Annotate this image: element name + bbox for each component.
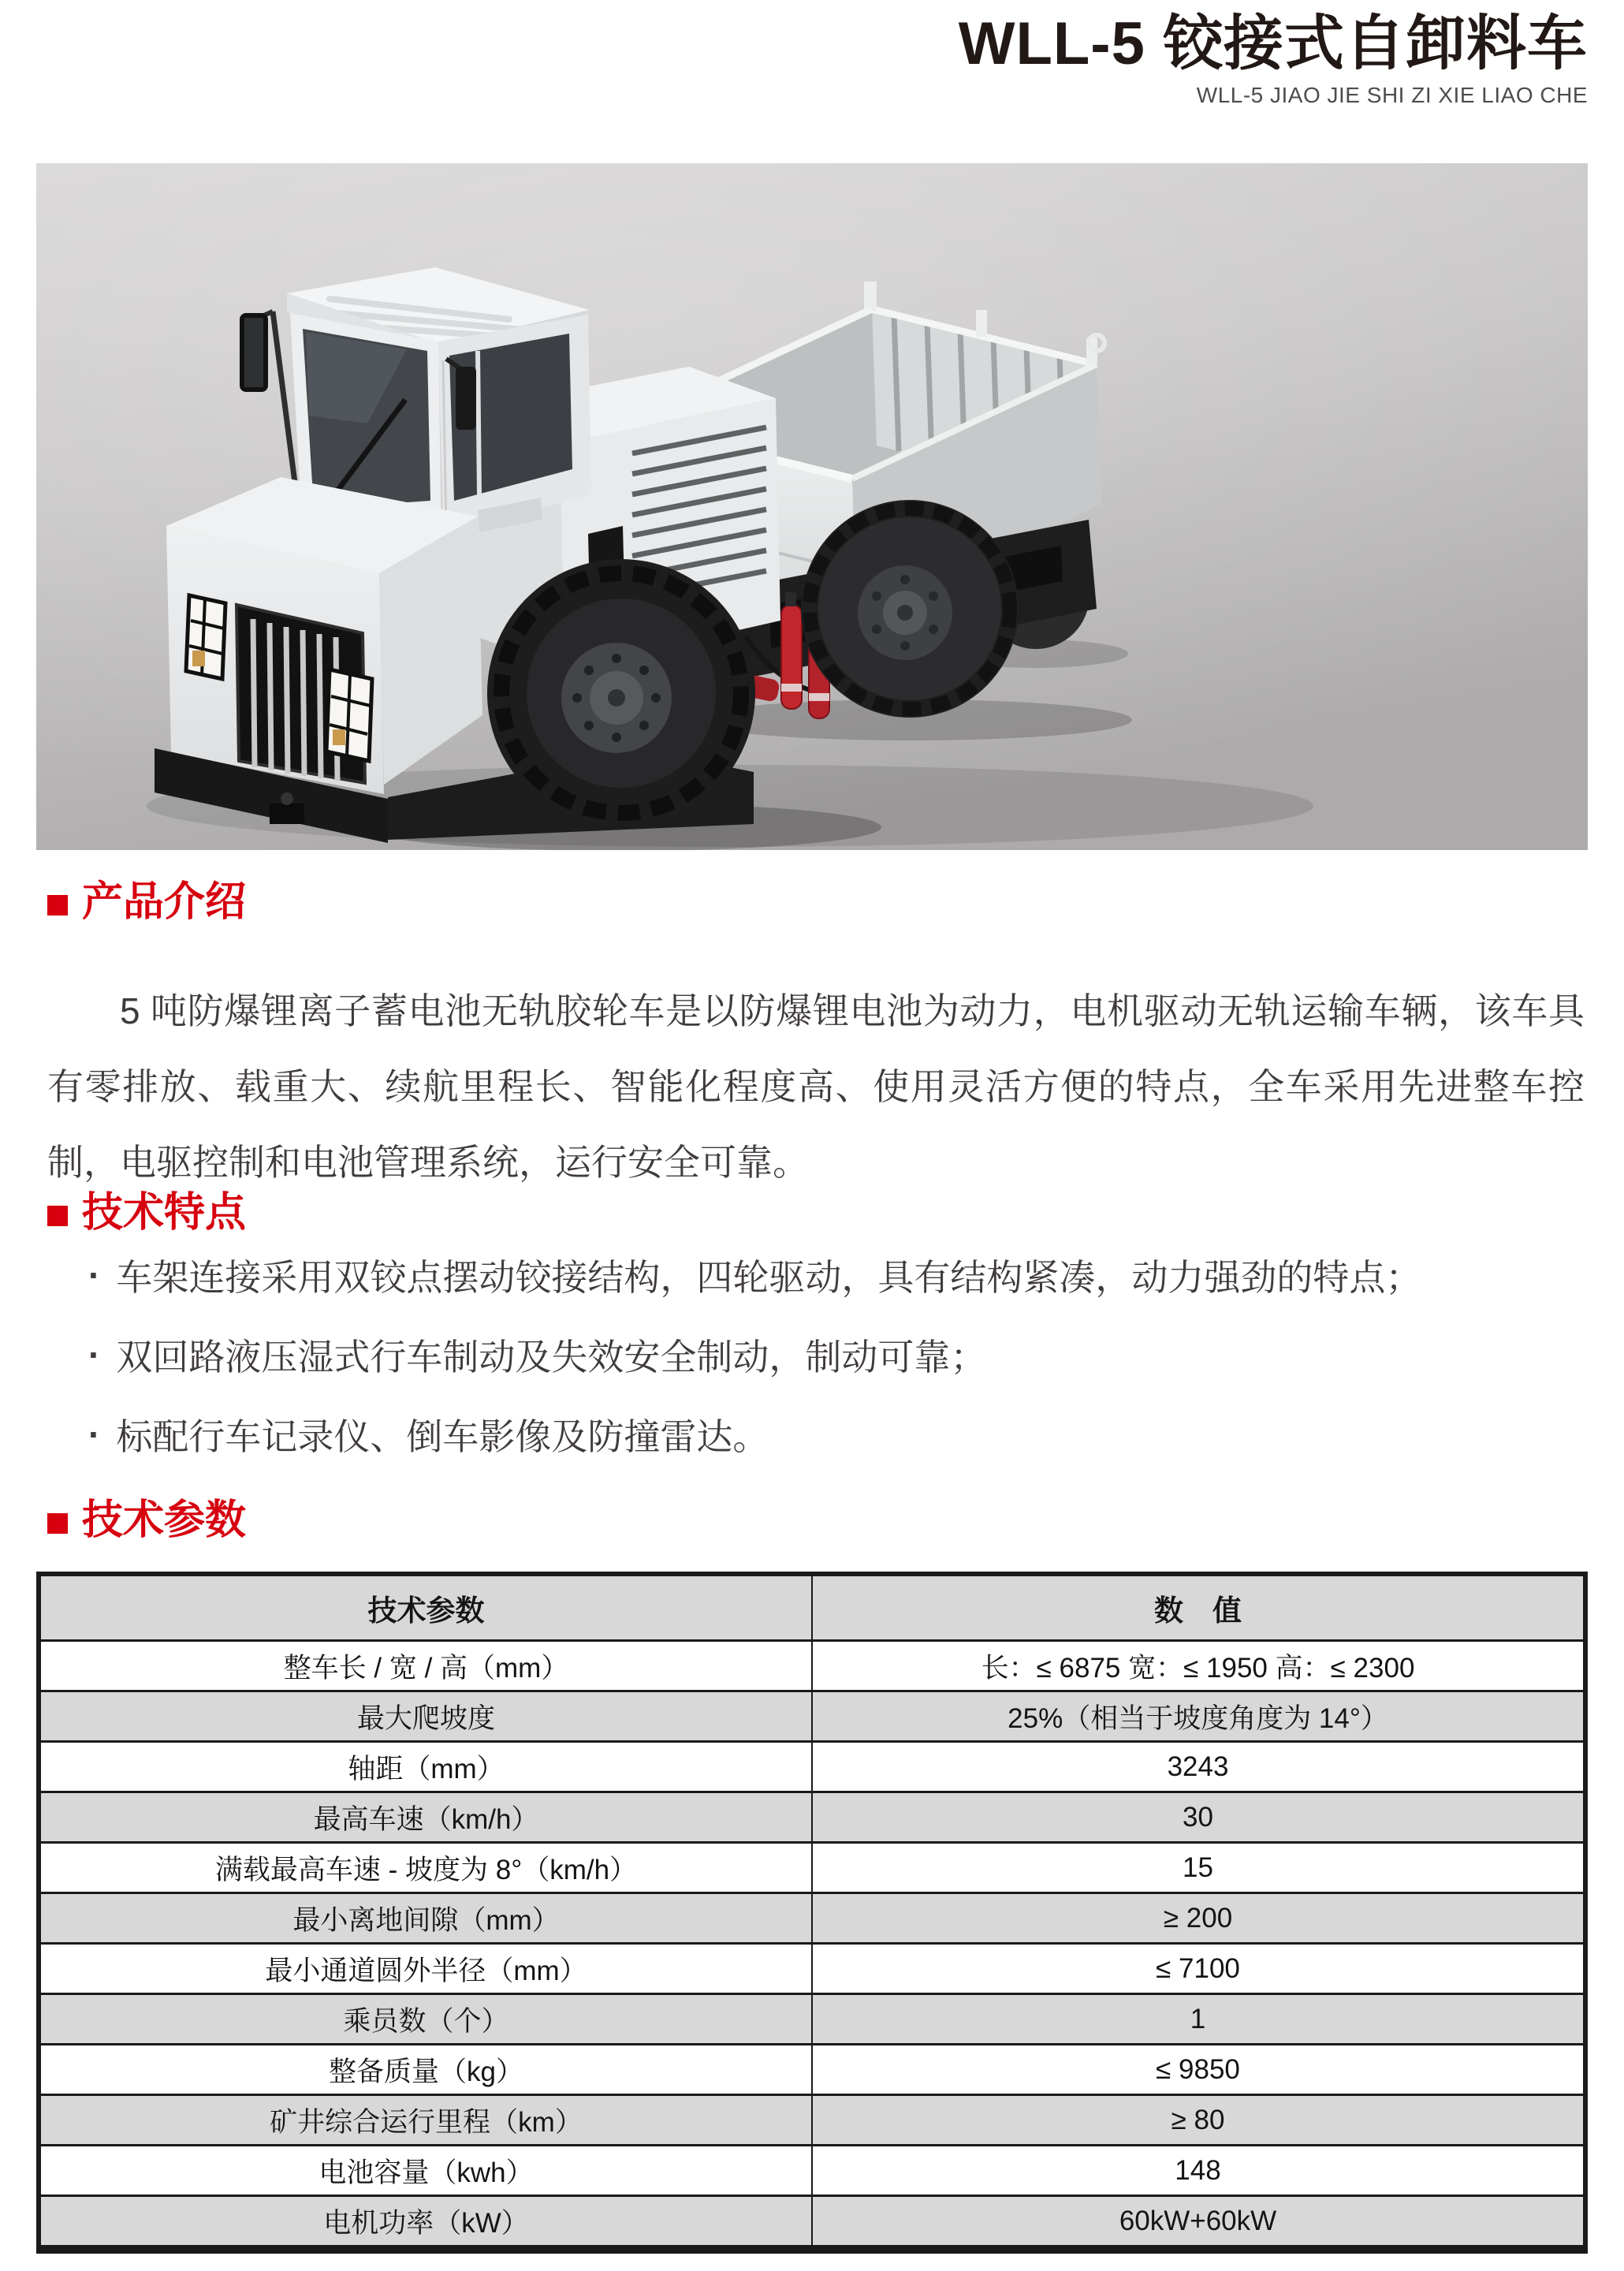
spec-param-cell: 整车长 / 宽 / 高（mm） xyxy=(39,1641,812,1691)
feature-item xyxy=(88,1394,1586,1474)
spec-row xyxy=(39,1691,1585,1742)
spec-row xyxy=(39,2045,1585,2095)
spec-param-cell: 最小离地间隙（mm） xyxy=(39,1893,812,1944)
spec-row xyxy=(39,1843,1585,1893)
bullet-dot: · xyxy=(88,1333,101,1375)
spec-value-cell: 长：≤ 6875 宽：≤ 1950 高：≤ 2300 xyxy=(812,1641,1585,1691)
spec-value-cell: 148 xyxy=(812,2146,1585,2196)
spec-value-cell: 25%（相当于坡度角度为 14°） xyxy=(812,1691,1585,1742)
product-photo xyxy=(36,163,1588,850)
feature-item-text: 双回路液压湿式行车制动及失效安全制动，制动可靠； xyxy=(116,1336,987,1378)
section-intro-heading xyxy=(47,879,247,925)
headlight-right xyxy=(326,669,372,761)
spec-param-cell: 轴距（mm） xyxy=(39,1742,812,1792)
spec-value-cell: 15 xyxy=(812,1843,1585,1893)
page-title: WLL-5 铰接式自卸料车 xyxy=(958,10,1588,77)
intro-paragraph: 5 吨防爆锂离子蓄电池无轨胶轮车是以防爆锂电池为动力，电机驱动无轨运输车辆，该车具有零排放、载重大、续航里程长、智能化程度高、使用灵活方便的特点，全车采用先进整车控制，电驱控制和电池管理系统，运行安全可靠。 xyxy=(47,990,1585,1183)
page-subtitle: WLL-5 JIAO JIE SHI ZI XIE LIAO CHE xyxy=(1196,83,1588,108)
spec-row xyxy=(39,2095,1585,2146)
spec-col-header-param: 技术参数 xyxy=(39,1574,812,1641)
spec-param-cell: 电池容量（kwh） xyxy=(39,2146,812,2196)
feature-item-text: 标配行车记录仪、倒车影像及防撞雷达。 xyxy=(116,1415,769,1457)
spec-value-cell: ≤ 9850 xyxy=(812,2045,1585,2095)
spec-param-cell: 整备质量（kg） xyxy=(39,2045,812,2095)
spec-value-cell: 30 xyxy=(812,1792,1585,1843)
specs-header-row xyxy=(39,1574,1585,1641)
spec-param-cell: 最小通道圆外半径（mm） xyxy=(39,1944,812,1994)
rear-wheel xyxy=(801,500,1019,718)
spec-row xyxy=(39,1944,1585,1994)
doc-header xyxy=(959,8,1588,108)
spec-row xyxy=(39,1893,1585,1944)
bullet-dot: · xyxy=(88,1254,101,1296)
spec-param-cell: 电机功率（kW） xyxy=(39,2196,812,2250)
features-heading-text: 技术特点 xyxy=(82,1190,247,1236)
spec-row xyxy=(39,1792,1585,1843)
spec-param-cell: 乘员数（个） xyxy=(39,1994,812,2045)
feature-item xyxy=(88,1314,1586,1394)
truck-illustration xyxy=(36,163,1588,850)
specs-table xyxy=(36,1572,1588,2254)
red-square-marker xyxy=(47,1513,68,1534)
spec-value-cell: ≥ 80 xyxy=(812,2095,1585,2146)
spec-value-cell: 60kW+60kW xyxy=(812,2196,1585,2250)
specs-heading-text: 技术参数 xyxy=(82,1497,247,1543)
spec-row xyxy=(39,2196,1585,2250)
spec-value-cell: 3243 xyxy=(812,1742,1585,1792)
feature-list xyxy=(88,1235,1586,1474)
spec-col-header-value: 数 值 xyxy=(812,1574,1585,1641)
intro-heading-text: 产品介绍 xyxy=(82,879,247,925)
red-square-marker xyxy=(47,1206,68,1226)
section-specs-heading xyxy=(47,1497,247,1543)
spec-row xyxy=(39,1641,1585,1691)
spec-row xyxy=(39,2146,1585,2196)
specs-table-body xyxy=(39,1641,1585,2250)
spec-param-cell: 矿井综合运行里程（km） xyxy=(39,2095,812,2146)
feature-item-text: 车架连接采用双铰点摆动铰接结构，四轮驱动，具有结构紧凑，动力强劲的特点； xyxy=(116,1256,1422,1298)
red-square-marker xyxy=(47,895,68,915)
side-mirror-small xyxy=(456,367,476,430)
spec-param-cell: 最大爬坡度 xyxy=(39,1691,812,1742)
spec-value-cell: ≥ 200 xyxy=(812,1893,1585,1944)
bullet-dot: · xyxy=(88,1413,101,1455)
spec-row xyxy=(39,1742,1585,1792)
spec-value-cell: 1 xyxy=(812,1994,1585,2045)
section-features-heading xyxy=(47,1190,247,1236)
spec-row xyxy=(39,1994,1585,2045)
spec-param-cell: 最高车速（km/h） xyxy=(39,1792,812,1843)
headlight-left xyxy=(186,595,225,679)
spec-param-cell: 满载最高车速 - 坡度为 8°（km/h） xyxy=(39,1843,812,1893)
front-wheel xyxy=(487,559,755,827)
spec-value-cell: ≤ 7100 xyxy=(812,1944,1585,1994)
feature-item xyxy=(88,1235,1586,1314)
